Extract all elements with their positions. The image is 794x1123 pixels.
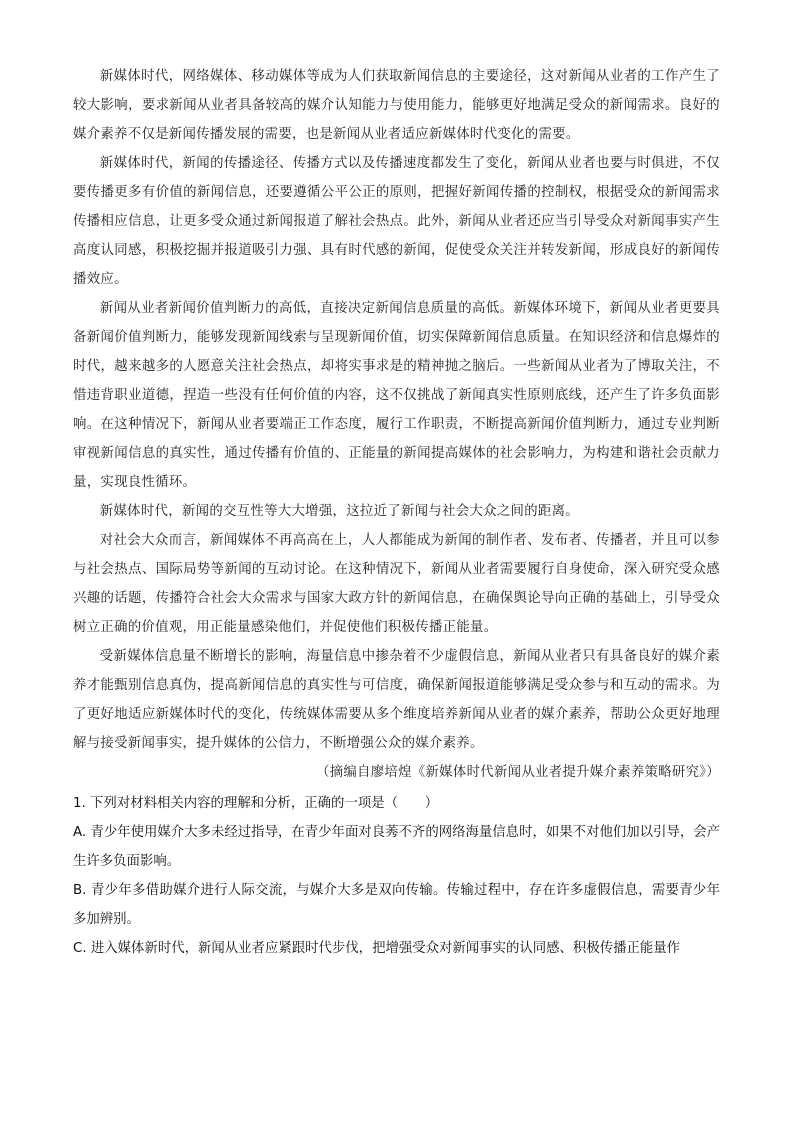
passage-source: （摘编自廖培煌《新媒体时代新闻从业者提升媒介素养策略研究》） bbox=[315, 765, 720, 780]
passage-paragraph-2: 新媒体时代，新闻的传播途径、传播方式以及传播速度都发生了变化，新闻从业者也要与时俱进，不仅要传播更多有价值的新闻信息，还要遵循公平公正的原则，把握好新闻传播的控制权，根据受众的新闻需求传播相应信息，让更多受众通过新闻报道了解社会热点。此外，新闻从业者还应当引导受众对新闻事实产生高度认同感，积极挖掘并报道吸引力强、具有时代感的新闻，促使受众关注并转发新闻，形成良好的新闻传播效应。 bbox=[73, 156, 720, 287]
passage-paragraph-1: 新媒体时代，网络媒体、移动媒体等成为人们获取新闻信息的主要途径，这对新闻从业者的工作产生了较大影响，要求新闻从业者具备较高的媒介认知能力与使用能力，能够更好地满足受众的新闻需求。良好的媒介素养不仅是新闻传播发展的需要，也是新闻从业者适应新媒体时代变化的需要。 bbox=[73, 69, 720, 142]
passage-paragraph-4: 新媒体时代，新闻的交互性等大大增强，这拉近了新闻与社会大众之间的距离。 bbox=[99, 504, 579, 519]
question-stem: 1. 下列对材料相关内容的理解和分析，正确的一项是（ ） bbox=[73, 796, 439, 811]
option-a: A. 青少年使用媒介大多未经过指导，在青少年面对良莠不齐的网络海量信息时，如果不对他们加以引导，会产生许多负面影响。 bbox=[73, 825, 720, 869]
passage-paragraph-5: 对社会大众而言，新闻媒体不再高高在上，人人都能成为新闻的制作者、发布者、传播者，并且可以参与社会热点、国际局势等新闻的互动讨论。在这种情况下，新闻从业者需要履行自身使命，深入研究受众感兴趣的话题，传播符合社会大众需求与国家大政方针的新闻信息，在确保舆论导向正确的基础上，引导受众树立正确的价值观，用正能量感染他们，并促使他们积极传播正能量。 bbox=[73, 533, 720, 635]
option-c: C. 进入媒体新时代，新闻从业者应紧跟时代步伐，把增强受众对新闻事实的认同感、积极传播正能量作 bbox=[73, 941, 681, 956]
option-b: B. 青少年多借助媒介进行人际交流，与媒介大多是双向传输。传输过程中，存在许多虚假信息，需要青少年多加辨别。 bbox=[73, 883, 720, 927]
passage-paragraph-3: 新闻从业者新闻价值判断力的高低，直接决定新闻信息质量的高低。新媒体环境下，新闻从业者更要具备新闻价值判断力，能够发现新闻线索与呈现新闻价值，切实保障新闻信息质量。在知识经济和信息爆炸的时代，越来越多的人愿意关注社会热点，却将实事求是的精神抛之脑后。一些新闻从业者为了博取关注，不惜违背职业道德，捏造一些没有任何价值的内容，这不仅挑战了新闻真实性原则底线，还产生了许多负面影响。在这种情况下，新闻从业者要端正工作态度，履行工作职责，不断提高新闻价值判断力，通过专业判断审视新闻信息的真实性，通过传播有价值的、正能量的新闻提高媒体的社会影响力，为构建和谐社会贡献力量，实现良性循环。 bbox=[73, 301, 720, 490]
question-block bbox=[73, 789, 720, 963]
passage-paragraph-6: 受新媒体信息量不断增长的影响，海量信息中掺杂着不少虚假信息，新闻从业者只有具备良好的媒介素养才能甄别信息真伪，提高新闻信息的真实性与可信度，确保新闻报道能够满足受众参与和互动的需求。为了更好地适应新媒体时代的变化，传统媒体需要从多个维度培养新闻从业者的媒介素养，帮助公众更好地理解与接受新闻事实，提升媒体的公信力，不断增强公众的媒介素养。 bbox=[73, 649, 720, 751]
reading-passage bbox=[73, 62, 720, 787]
